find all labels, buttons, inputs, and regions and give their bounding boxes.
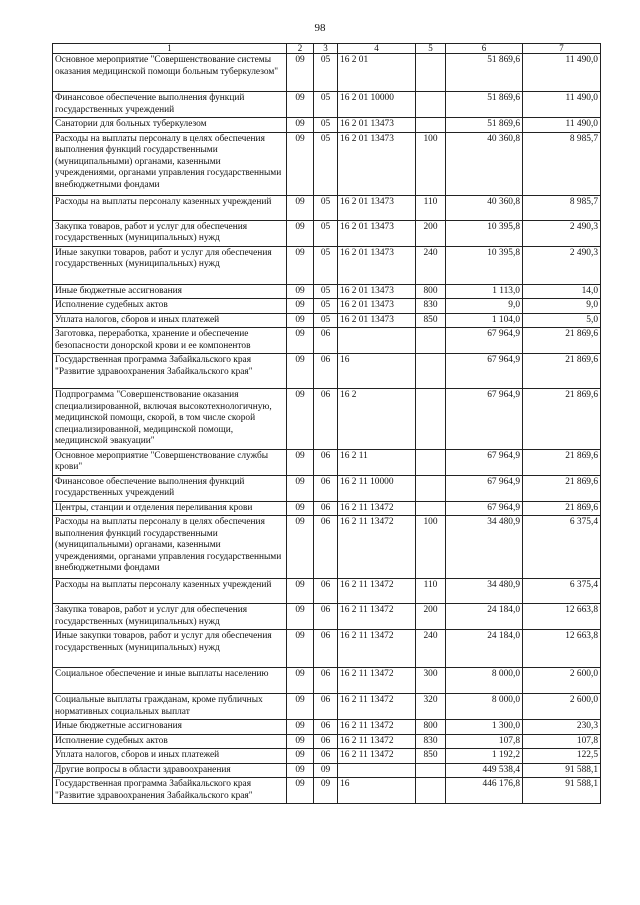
cell-section: 09 [287, 328, 314, 354]
table-row [53, 516, 601, 579]
cell-target-article: 16 2 11 13472 [338, 694, 416, 720]
cell-expense-type: 850 [416, 749, 446, 764]
table-row [53, 668, 601, 694]
cell-amount-2: 91 588,1 [523, 763, 601, 778]
cell-name: Иные бюджетные ассигнования [53, 720, 287, 735]
cell-name: Заготовка, переработка, хранение и обеспечение безопасности донорской крови и ее компонентов [53, 328, 287, 354]
cell-name: Иные закупки товаров, работ и услуг для обеспечения государственных (муниципальных) нужд [53, 246, 287, 284]
cell-target-article: 16 2 01 13473 [338, 246, 416, 284]
cell-name: Социальные выплаты гражданам, кроме публичных нормативных социальных выплат [53, 694, 287, 720]
table-row [53, 313, 601, 328]
table-row [53, 778, 601, 804]
cell-amount-2: 5,0 [523, 313, 601, 328]
table-row [53, 501, 601, 516]
cell-target-article: 16 2 11 10000 [338, 475, 416, 501]
cell-subsection: 06 [314, 630, 338, 668]
cell-amount-1: 107,8 [446, 734, 523, 749]
cell-amount-1: 67 964,9 [446, 475, 523, 501]
cell-section: 09 [287, 668, 314, 694]
cell-amount-1: 8 000,0 [446, 694, 523, 720]
cell-section: 09 [287, 54, 314, 92]
table-row [53, 475, 601, 501]
cell-expense-type: 800 [416, 284, 446, 299]
cell-amount-2: 2 600,0 [523, 694, 601, 720]
cell-amount-2: 107,8 [523, 734, 601, 749]
cell-section: 09 [287, 118, 314, 133]
cell-amount-1: 10 395,8 [446, 220, 523, 246]
cell-amount-2: 6 375,4 [523, 516, 601, 579]
cell-expense-type: 100 [416, 132, 446, 195]
table-row [53, 734, 601, 749]
cell-amount-1: 9,0 [446, 299, 523, 314]
cell-target-article: 16 2 01 13473 [338, 132, 416, 195]
cell-name: Иные закупки товаров, работ и услуг для обеспечения государственных (муниципальных) нужд [53, 630, 287, 668]
cell-amount-2: 11 490,0 [523, 92, 601, 118]
cell-target-article: 16 2 11 13472 [338, 749, 416, 764]
table-row [53, 195, 601, 220]
header-cell-amount-1: 6 [446, 44, 523, 54]
cell-amount-1: 67 964,9 [446, 354, 523, 389]
cell-amount-2: 230,3 [523, 720, 601, 735]
cell-expense-type [416, 763, 446, 778]
cell-target-article: 16 2 11 13472 [338, 501, 416, 516]
cell-target-article: 16 [338, 778, 416, 804]
cell-expense-type [416, 92, 446, 118]
cell-target-article: 16 2 01 13473 [338, 313, 416, 328]
cell-amount-1: 1 104,0 [446, 313, 523, 328]
cell-section: 09 [287, 604, 314, 630]
cell-expense-type: 110 [416, 579, 446, 604]
cell-subsection: 06 [314, 579, 338, 604]
cell-expense-type [416, 118, 446, 133]
cell-expense-type: 100 [416, 516, 446, 579]
table-row [53, 220, 601, 246]
cell-subsection: 06 [314, 749, 338, 764]
cell-target-article [338, 763, 416, 778]
cell-amount-2: 21 869,6 [523, 475, 601, 501]
cell-target-article: 16 2 01 10000 [338, 92, 416, 118]
cell-amount-1: 34 480,9 [446, 579, 523, 604]
cell-section: 09 [287, 246, 314, 284]
table-body [53, 54, 601, 804]
cell-name: Санатории для больных туберкулезом [53, 118, 287, 133]
table-row [53, 694, 601, 720]
cell-name: Основное мероприятие "Совершенствование системы оказания медицинской помощи больным туберкулезом" [53, 54, 287, 92]
cell-amount-1: 40 360,8 [446, 195, 523, 220]
cell-subsection: 06 [314, 694, 338, 720]
cell-amount-1: 40 360,8 [446, 132, 523, 195]
table-row [53, 92, 601, 118]
cell-name: Центры, станции и отделения переливания крови [53, 501, 287, 516]
cell-section: 09 [287, 734, 314, 749]
cell-name: Расходы на выплаты персоналу казенных учреждений [53, 195, 287, 220]
cell-amount-1: 34 480,9 [446, 516, 523, 579]
cell-section: 09 [287, 354, 314, 389]
cell-expense-type: 240 [416, 246, 446, 284]
cell-subsection: 06 [314, 328, 338, 354]
table-row [53, 389, 601, 450]
cell-subsection: 09 [314, 778, 338, 804]
page-number: 98 [314, 22, 326, 34]
cell-target-article: 16 2 01 13473 [338, 118, 416, 133]
cell-expense-type [416, 475, 446, 501]
cell-amount-1: 1 300,0 [446, 720, 523, 735]
cell-subsection: 05 [314, 118, 338, 133]
cell-name: Государственная программа Забайкальского края "Развитие здравоохранения Забайкальского края" [53, 778, 287, 804]
cell-amount-2: 2 600,0 [523, 668, 601, 694]
cell-amount-2: 21 869,6 [523, 501, 601, 516]
cell-amount-2: 2 490,3 [523, 246, 601, 284]
cell-name: Финансовое обеспечение выполнения функций государственных учреждений [53, 475, 287, 501]
cell-amount-1: 51 869,6 [446, 54, 523, 92]
cell-name: Государственная программа Забайкальского края "Развитие здравоохранения Забайкальского края" [53, 354, 287, 389]
cell-name: Основное мероприятие "Совершенствование службы крови" [53, 449, 287, 475]
cell-subsection: 05 [314, 220, 338, 246]
cell-subsection: 06 [314, 516, 338, 579]
cell-section: 09 [287, 220, 314, 246]
cell-subsection: 05 [314, 132, 338, 195]
cell-expense-type: 830 [416, 734, 446, 749]
cell-target-article: 16 2 11 13472 [338, 579, 416, 604]
header-cell-name: 1 [53, 44, 287, 54]
cell-amount-2: 21 869,6 [523, 328, 601, 354]
cell-target-article: 16 2 11 13472 [338, 630, 416, 668]
cell-target-article: 16 2 11 13472 [338, 604, 416, 630]
cell-section: 09 [287, 501, 314, 516]
cell-name: Финансовое обеспечение выполнения функций государственных учреждений [53, 92, 287, 118]
cell-name: Исполнение судебных актов [53, 299, 287, 314]
cell-section: 09 [287, 389, 314, 450]
cell-section: 09 [287, 749, 314, 764]
cell-expense-type: 110 [416, 195, 446, 220]
cell-amount-1: 10 395,8 [446, 246, 523, 284]
cell-amount-2: 2 490,3 [523, 220, 601, 246]
cell-expense-type [416, 328, 446, 354]
table-row [53, 299, 601, 314]
cell-target-article: 16 2 01 [338, 54, 416, 92]
cell-expense-type: 800 [416, 720, 446, 735]
cell-amount-2: 14,0 [523, 284, 601, 299]
cell-section: 09 [287, 694, 314, 720]
cell-subsection: 06 [314, 604, 338, 630]
cell-expense-type [416, 389, 446, 450]
cell-expense-type [416, 449, 446, 475]
cell-target-article: 16 2 11 13472 [338, 734, 416, 749]
table-row [53, 749, 601, 764]
cell-target-article: 16 2 [338, 389, 416, 450]
cell-section: 09 [287, 516, 314, 579]
table-row [53, 118, 601, 133]
header-cell-section: 2 [287, 44, 314, 54]
cell-subsection: 05 [314, 246, 338, 284]
cell-amount-2: 91 588,1 [523, 778, 601, 804]
cell-name: Закупка товаров, работ и услуг для обеспечения государственных (муниципальных) нужд [53, 220, 287, 246]
cell-target-article: 16 2 01 13473 [338, 220, 416, 246]
cell-subsection: 09 [314, 763, 338, 778]
table-row [53, 604, 601, 630]
cell-amount-1: 8 000,0 [446, 668, 523, 694]
cell-expense-type: 320 [416, 694, 446, 720]
cell-expense-type [416, 778, 446, 804]
cell-expense-type: 200 [416, 604, 446, 630]
cell-section: 09 [287, 763, 314, 778]
cell-section: 09 [287, 778, 314, 804]
cell-target-article: 16 2 01 13473 [338, 195, 416, 220]
table-row [53, 284, 601, 299]
table-row [53, 720, 601, 735]
header-cell-target-article: 4 [338, 44, 416, 54]
cell-name: Другие вопросы в области здравоохранения [53, 763, 287, 778]
cell-name: Расходы на выплаты персоналу в целях обеспечения выполнения функций государственными (муниципальными) органами, казенными учреждениями, органами управления государственными внебюджетными фондами [53, 516, 287, 579]
cell-amount-2: 122,5 [523, 749, 601, 764]
cell-subsection: 06 [314, 354, 338, 389]
cell-target-article: 16 2 11 [338, 449, 416, 475]
table-row [53, 54, 601, 92]
table-header [53, 44, 601, 54]
cell-name: Иные бюджетные ассигнования [53, 284, 287, 299]
cell-name: Уплата налогов, сборов и иных платежей [53, 313, 287, 328]
table-row [53, 246, 601, 284]
cell-amount-2: 6 375,4 [523, 579, 601, 604]
cell-section: 09 [287, 720, 314, 735]
cell-section: 09 [287, 475, 314, 501]
cell-subsection: 05 [314, 284, 338, 299]
cell-expense-type: 830 [416, 299, 446, 314]
cell-subsection: 06 [314, 389, 338, 450]
cell-section: 09 [287, 313, 314, 328]
cell-subsection: 05 [314, 54, 338, 92]
table-row [53, 354, 601, 389]
table-row [53, 630, 601, 668]
cell-amount-2: 12 663,8 [523, 630, 601, 668]
cell-amount-2: 12 663,8 [523, 604, 601, 630]
cell-target-article: 16 2 01 13473 [338, 284, 416, 299]
cell-amount-2: 21 869,6 [523, 389, 601, 450]
cell-amount-1: 67 964,9 [446, 501, 523, 516]
cell-expense-type [416, 501, 446, 516]
header-cell-expense-type: 5 [416, 44, 446, 54]
cell-expense-type [416, 54, 446, 92]
cell-amount-1: 1 192,2 [446, 749, 523, 764]
table-row [53, 579, 601, 604]
table-row [53, 132, 601, 195]
header-row [53, 44, 601, 54]
cell-amount-1: 67 964,9 [446, 328, 523, 354]
cell-amount-1: 51 869,6 [446, 92, 523, 118]
header-cell-amount-2: 7 [523, 44, 601, 54]
cell-section: 09 [287, 299, 314, 314]
cell-amount-1: 67 964,9 [446, 389, 523, 450]
cell-amount-1: 1 113,0 [446, 284, 523, 299]
cell-target-article: 16 2 11 13472 [338, 668, 416, 694]
cell-amount-1: 24 184,0 [446, 630, 523, 668]
cell-subsection: 06 [314, 475, 338, 501]
cell-target-article: 16 2 11 13472 [338, 516, 416, 579]
cell-amount-1: 24 184,0 [446, 604, 523, 630]
cell-name: Социальное обеспечение и иные выплаты населению [53, 668, 287, 694]
table-row [53, 328, 601, 354]
cell-target-article: 16 2 01 13473 [338, 299, 416, 314]
cell-subsection: 06 [314, 720, 338, 735]
cell-subsection: 06 [314, 734, 338, 749]
cell-subsection: 05 [314, 92, 338, 118]
cell-section: 09 [287, 449, 314, 475]
cell-section: 09 [287, 579, 314, 604]
budget-table [52, 43, 601, 804]
cell-name: Расходы на выплаты персоналу в целях обеспечения выполнения функций государственными (муниципальными) органами, казенными учреждениями, органами управления государственными внебюджетными фондами [53, 132, 287, 195]
cell-target-article: 16 2 11 13472 [338, 720, 416, 735]
table-row [53, 449, 601, 475]
cell-amount-2: 11 490,0 [523, 118, 601, 133]
cell-name: Расходы на выплаты персоналу казенных учреждений [53, 579, 287, 604]
table-row [53, 763, 601, 778]
cell-name: Исполнение судебных актов [53, 734, 287, 749]
cell-expense-type: 200 [416, 220, 446, 246]
cell-amount-2: 9,0 [523, 299, 601, 314]
cell-subsection: 06 [314, 668, 338, 694]
header-cell-subsection: 3 [314, 44, 338, 54]
cell-amount-1: 446 176,8 [446, 778, 523, 804]
cell-amount-1: 67 964,9 [446, 449, 523, 475]
cell-section: 09 [287, 92, 314, 118]
cell-name: Уплата налогов, сборов и иных платежей [53, 749, 287, 764]
cell-subsection: 06 [314, 501, 338, 516]
cell-target-article: 16 [338, 354, 416, 389]
cell-section: 09 [287, 195, 314, 220]
cell-subsection: 05 [314, 195, 338, 220]
cell-name: Подпрограмма "Совершенствование оказания специализированной, включая высокотехнологичную, медицинской помощи, скорой, в том числе скорой специализированной, медицинской помощи, медицинской эвакуации" [53, 389, 287, 450]
cell-expense-type: 850 [416, 313, 446, 328]
cell-section: 09 [287, 132, 314, 195]
cell-amount-2: 8 985,7 [523, 195, 601, 220]
cell-amount-1: 51 869,6 [446, 118, 523, 133]
cell-amount-1: 449 538,4 [446, 763, 523, 778]
cell-target-article [338, 328, 416, 354]
cell-subsection: 05 [314, 299, 338, 314]
cell-expense-type: 240 [416, 630, 446, 668]
cell-section: 09 [287, 284, 314, 299]
cell-subsection: 06 [314, 449, 338, 475]
cell-expense-type [416, 354, 446, 389]
cell-amount-2: 11 490,0 [523, 54, 601, 92]
cell-amount-2: 21 869,6 [523, 449, 601, 475]
cell-amount-2: 21 869,6 [523, 354, 601, 389]
cell-expense-type: 300 [416, 668, 446, 694]
cell-section: 09 [287, 630, 314, 668]
cell-amount-2: 8 985,7 [523, 132, 601, 195]
cell-subsection: 05 [314, 313, 338, 328]
cell-name: Закупка товаров, работ и услуг для обеспечения государственных (муниципальных) нужд [53, 604, 287, 630]
